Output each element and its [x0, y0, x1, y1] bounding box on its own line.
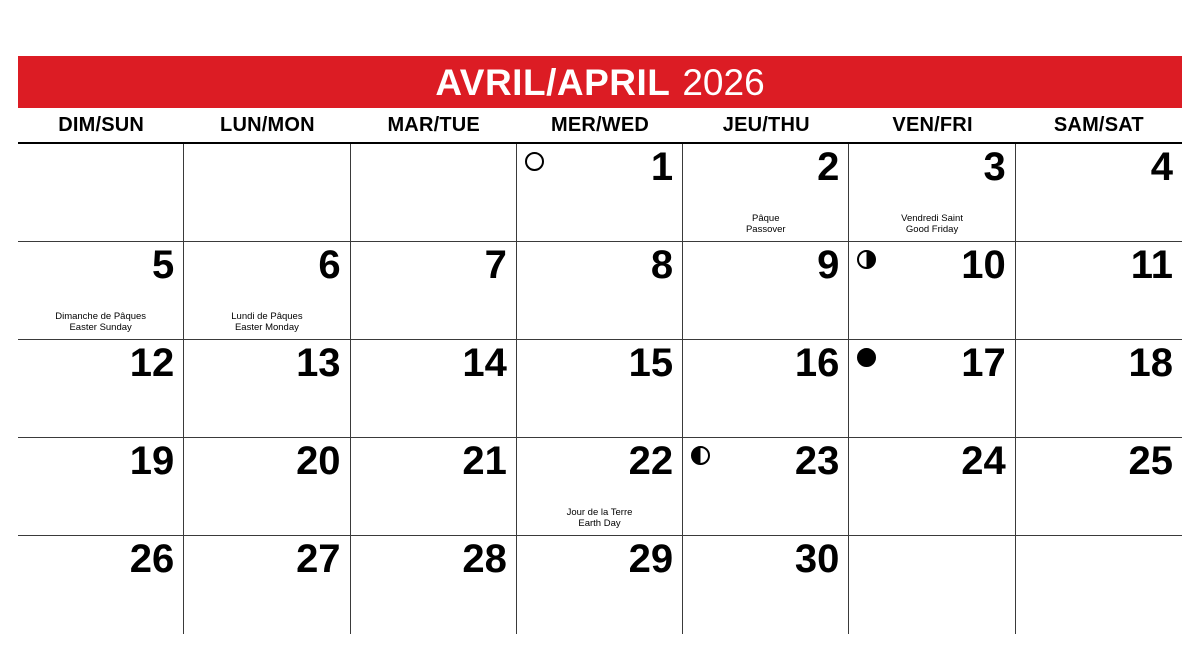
calendar-day-cell[interactable]: [351, 536, 517, 634]
day-number: 7: [484, 243, 507, 287]
calendar-day-cell[interactable]: [849, 340, 1015, 437]
event-label: Jour de la Terre: [566, 507, 633, 518]
event-label: Lundi de Pâques: [231, 311, 303, 322]
calendar-day-cell[interactable]: [849, 242, 1015, 339]
day-events: [683, 213, 848, 235]
weekday-header-fri: VEN/FRI: [892, 113, 973, 136]
day-number: 19: [129, 439, 175, 483]
calendar-title-bar: [18, 56, 1182, 108]
weekday-header-row: [18, 108, 1182, 144]
day-number: 1: [650, 145, 674, 189]
calendar-empty-cell: [1016, 536, 1182, 634]
calendar-day-cell[interactable]: [683, 438, 849, 535]
day-number: 16: [794, 341, 840, 385]
calendar-grid: [18, 144, 1182, 634]
calendar-page: [18, 56, 1182, 634]
event-label: Good Friday: [905, 224, 959, 235]
day-events: [184, 311, 349, 333]
day-number: 6: [318, 243, 341, 287]
calendar-day-cell[interactable]: [849, 144, 1015, 241]
year-title: 2026: [682, 61, 765, 103]
calendar-day-cell[interactable]: [517, 242, 683, 339]
moon-phase-first-icon: [691, 446, 710, 465]
day-number: 3: [983, 145, 1006, 189]
calendar-week-row: [18, 144, 1182, 242]
weekday-header-wed: MER/WED: [550, 113, 650, 136]
calendar-day-cell[interactable]: [683, 144, 849, 241]
calendar-day-cell[interactable]: [1016, 242, 1182, 339]
calendar-week-row: [18, 242, 1182, 340]
calendar-day-cell[interactable]: [18, 340, 184, 437]
day-number: 24: [961, 439, 1006, 483]
weekday-header-mon: LUN/MON: [220, 113, 315, 136]
day-number: 28: [462, 537, 507, 581]
calendar-day-cell[interactable]: [683, 536, 849, 634]
day-number: 27: [296, 537, 341, 581]
calendar-day-cell[interactable]: [18, 242, 184, 339]
calendar-day-cell[interactable]: [517, 144, 683, 241]
month-title: AVRIL/APRIL: [435, 61, 671, 103]
event-label: Easter Monday: [234, 322, 299, 333]
day-events: [849, 213, 1014, 235]
calendar-empty-cell: [849, 536, 1015, 634]
day-number: 4: [1150, 145, 1173, 189]
calendar-week-row: [18, 340, 1182, 438]
day-number: 5: [152, 243, 175, 287]
calendar-week-row: [18, 438, 1182, 536]
calendar-empty-cell: [18, 144, 184, 241]
day-number: 25: [1128, 439, 1173, 483]
day-number: 13: [296, 341, 341, 385]
day-number: 23: [794, 439, 840, 483]
calendar-day-cell[interactable]: [517, 340, 683, 437]
event-label: Easter Sunday: [69, 322, 132, 333]
day-number: 29: [628, 537, 674, 581]
event-label: Pâque: [752, 213, 780, 224]
event-label: Earth Day: [578, 518, 621, 529]
calendar-day-cell[interactable]: [18, 438, 184, 535]
calendar-day-cell[interactable]: [184, 340, 350, 437]
weekday-header-sun: DIM/SUN: [58, 113, 145, 136]
moon-phase-last-icon: [857, 250, 876, 269]
day-events: [517, 507, 682, 529]
day-number: 20: [296, 439, 341, 483]
event-label: Passover: [745, 224, 786, 235]
day-number: 10: [961, 243, 1006, 287]
calendar-day-cell[interactable]: [351, 438, 517, 535]
calendar-empty-cell: [184, 144, 350, 241]
day-number: 22: [628, 439, 674, 483]
weekday-header-tue: MAR/TUE: [387, 113, 480, 136]
day-number: 15: [628, 341, 674, 385]
day-number: 18: [1128, 341, 1173, 385]
calendar-empty-cell: [351, 144, 517, 241]
day-number: 12: [129, 341, 175, 385]
day-number: 26: [129, 537, 175, 581]
event-label: Vendredi Saint: [901, 213, 963, 224]
calendar-day-cell[interactable]: [1016, 340, 1182, 437]
day-number: 30: [794, 537, 840, 581]
day-number: 8: [650, 243, 674, 287]
calendar-day-cell[interactable]: [18, 536, 184, 634]
day-number: 9: [817, 243, 840, 287]
day-number: 11: [1130, 243, 1173, 287]
day-number: 17: [961, 341, 1006, 385]
calendar-day-cell[interactable]: [683, 242, 849, 339]
moon-phase-full-icon: [857, 348, 876, 367]
calendar-day-cell[interactable]: [1016, 438, 1182, 535]
calendar-week-row: [18, 536, 1182, 634]
calendar-day-cell[interactable]: [184, 438, 350, 535]
calendar-day-cell[interactable]: [184, 536, 350, 634]
weekday-header-thu: JEU/THU: [722, 113, 810, 136]
calendar-day-cell[interactable]: [683, 340, 849, 437]
calendar-day-cell[interactable]: [351, 340, 517, 437]
calendar-day-cell[interactable]: [351, 242, 517, 339]
calendar-day-cell[interactable]: [517, 438, 683, 535]
calendar-day-cell[interactable]: [517, 536, 683, 634]
day-number: 14: [462, 341, 507, 385]
calendar-day-cell[interactable]: [184, 242, 350, 339]
calendar-day-cell[interactable]: [1016, 144, 1182, 241]
day-events: [18, 311, 183, 333]
day-number: 21: [462, 439, 507, 483]
weekday-header-sat: SAM/SAT: [1053, 113, 1144, 136]
day-number: 2: [817, 145, 840, 189]
moon-phase-new-icon: [525, 152, 544, 171]
event-label: Dimanche de Pâques: [55, 311, 147, 322]
calendar-day-cell[interactable]: [849, 438, 1015, 535]
